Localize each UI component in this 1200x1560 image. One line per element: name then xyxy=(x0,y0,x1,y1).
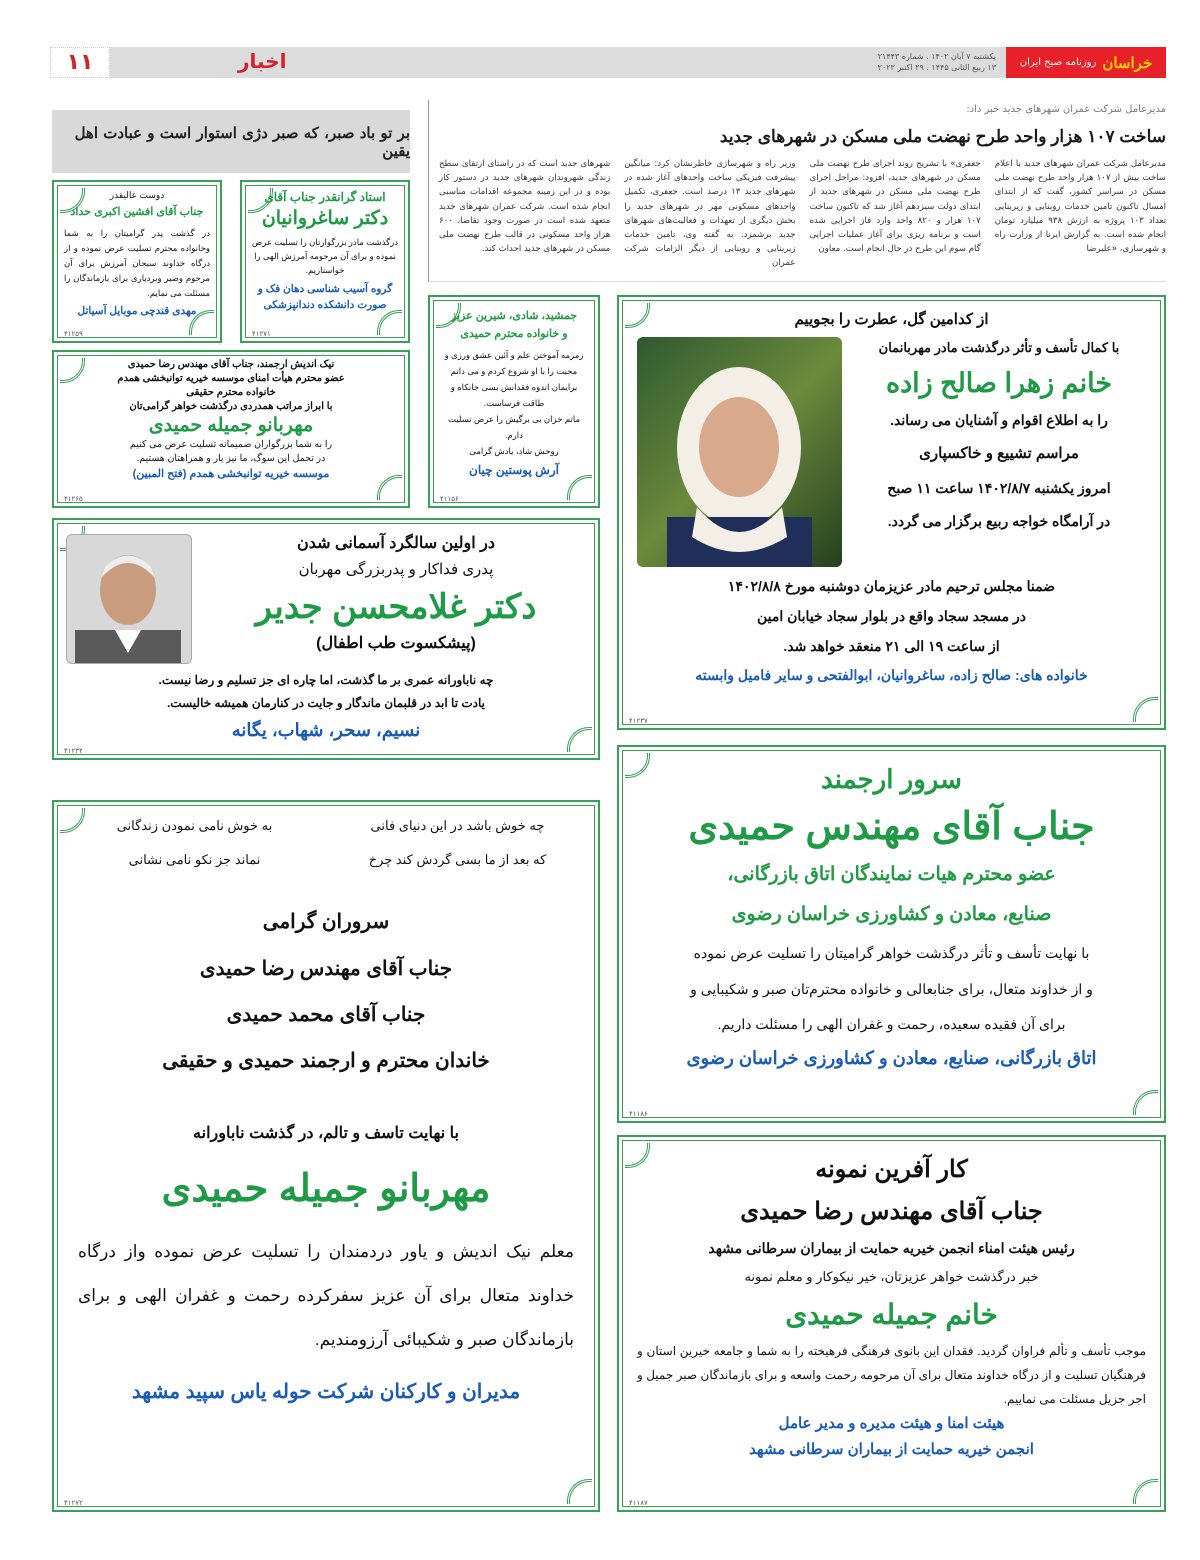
ad-line: رئیس هیئت امناء انجمن خیریه حمایت از بیماران سرطانی مشهد xyxy=(708,1240,1075,1256)
ad-line: خبر درگذشت خواهر عزیزتان، خیر نیکوکار و معلم نمونه xyxy=(744,1269,1039,1284)
portrait-image xyxy=(637,337,842,567)
newspaper-logo xyxy=(1006,47,1166,78)
ad-line: (پیشکسوت طب اطفال) xyxy=(316,635,476,652)
ad-line: جناب آقای محمد حمیدی xyxy=(226,1004,426,1026)
ad-signature: هیئت امنا و هیئت مدیره و مدیر عامل xyxy=(778,1415,1005,1432)
brand-name: خراسان xyxy=(1102,53,1153,72)
ad-line: را به اطلاع اقوام و آشنایان می رساند. xyxy=(890,412,1108,428)
ad-line: با نهایت تاسف و تالم، در گذشت ناباورانه xyxy=(193,1125,459,1142)
ad-line: و خانواده محترم حمیدی xyxy=(460,328,568,340)
page-header xyxy=(50,47,1166,78)
ad-line: یادت تا ابد در قلبمان ماندگار و جایت در کنارمان همیشه خالیست. xyxy=(166,696,486,710)
ad-name: جناب آقای مهندس حمیدی xyxy=(688,806,1095,848)
ad-line: صنایع، معادن و کشاورزی خراسان رضوی xyxy=(731,904,1052,925)
condolence-ad-cancer-charity xyxy=(617,1135,1166,1512)
ad-code: ۴۱۲۷۲ xyxy=(64,1500,83,1507)
ad-name: مهربانو جمیله حمیدی xyxy=(161,1168,491,1210)
ad-line: جمشید، شادی، شیرین عزیز xyxy=(450,310,578,322)
ad-line: امروز یکشنبه ۱۴۰۲/۸/۷ ساعت ۱۱ صبح xyxy=(887,480,1111,496)
ad-line: خانواده محترم حقیقی xyxy=(186,387,276,398)
calligraphy-banner: بر تو باد صبر، که صبر دژی استوار است و عبادت اهل یقین xyxy=(52,110,410,173)
ad-signature: آرش پوستین چیان xyxy=(469,463,559,477)
ad-name: خانم زهرا صالح زاده xyxy=(885,368,1113,398)
article-column: شهرهای جدید است که در راستای ارتقای سطح زندگی شهروندان شهرهای جدید در دستور کار بوده و در این زمینه مجموعه اقدامات مناسبی انجام شده است. شرکت عمران شهرهای جدید متعهد شده است در صورت وجود تقاضا، ۶۰۰ هزار واحد مسکونی در قالب طرح نهضت ملی مسکن در شهرهای جدید احداث کند. xyxy=(439,159,611,255)
ad-code: ۴۱۲۷۱ xyxy=(252,331,271,338)
condolence-ad-yas-sepid xyxy=(52,800,600,1512)
article-kicker: مدیرعامل شرکت عمران شهرهای جدید خبر داد: xyxy=(966,104,1166,115)
article-column: مدیرعامل شرکت عمران شهرهای جدید با اعلام ساخت بیش از ۱۰۷ هزار واحد طرح نهضت ملی مسکن در سراسر کشور، گفت که از ابتدای امسال تاکنون تامین خدمات روبنایی و زیربنایی تعداد ۱۰۳ پروژه به ارزش ۹۳۸ میلیارد تومان انجام شده است. به گزارش ایرنا از وزارت راه و شهرسازی، «علیرضا xyxy=(994,159,1166,255)
ad-signature: مهدی قندچی موبایل آسیاتل xyxy=(77,305,197,317)
ad-code: ۴۱۲۶۵ xyxy=(64,496,83,503)
ad-signature: خانواده های: صالح زاده، ساغروانیان، ابوالفتحی و سایر فامیل وابسته xyxy=(695,667,1088,683)
ad-code: ۴۱۱۵۶ xyxy=(440,496,459,503)
ad-code: ۴۱۱۸۶ xyxy=(629,1111,648,1118)
poem-line: نماند جز نکو نامی نشانی xyxy=(128,852,261,867)
article-column: وزیر راه و شهرسازی خاطرنشان کرد: میانگین پیشرفت فیزیکی ساخت واحدهای آغاز شده در شهرهای جدید ۱۳ درصد است. جعفری، تکمیل واحدهای مسکونی مهر در شهرهای جدید را بخش دیگری از تعهدات و فعالیت‌های شهرهای جدید برشمرد. به گفته وی، تامین خدمات زیربنایی و روبنایی از دیگر الزامات شرکت عمران xyxy=(624,159,796,269)
portrait-image xyxy=(66,535,191,664)
brand-tagline: روزنامه صبح ایران xyxy=(1019,57,1097,68)
ad-line: سرور ارجمند xyxy=(821,764,962,794)
ad-line: برای آن فقیده سعیده، رحمت و غفران الهی را مسئلت داریم. xyxy=(717,1016,1066,1032)
news-article xyxy=(428,100,1166,282)
ad-body: در گذشت پدر گرامیتان را به شما وخانواده محترم تسلیت عرض نموده و از درگاه خداوند سبحان آمرزش برای آن مرحوم وصبر وبردباری برای بازماندگان را مسئلت می نمایم. xyxy=(64,228,210,298)
ad-line: در مسجد سجاد واقع در بلوار سجاد خیابان امین xyxy=(756,608,1027,624)
ad-code: ۴۱۲۳۴ xyxy=(64,748,83,755)
poem-line: چه خوش باشد در این دنیای فانی xyxy=(370,818,545,833)
condolence-ad-chamber-of-commerce xyxy=(617,745,1166,1123)
page-number: ۱۱ xyxy=(50,47,110,78)
ad-line: جناب آقای مهندس رضا حمیدی xyxy=(740,1198,1043,1225)
ad-line: در اولین سالگرد آسمانی شدن xyxy=(297,535,495,552)
ad-line: ضمنا مجلس ترحیم مادر عزیزمان دوشنبه مورخ ۱۴۰۲/۸/۸ xyxy=(727,578,1056,594)
issue-date xyxy=(878,51,996,73)
poem-line: به خوش نامی نمودن زندگانی xyxy=(116,818,273,833)
ad-line: سروران گرامی xyxy=(262,911,390,933)
ad-line: کار آفرین نمونه xyxy=(815,1156,968,1183)
article-headline: ساخت ۱۰۷ هزار واحد طرح نهضت ملی مسکن در شهرهای جدید xyxy=(719,127,1166,146)
ad-code: ۴۱۲۳۷ xyxy=(629,718,648,725)
ad-name: دکتر ساغروانیان xyxy=(261,208,389,229)
ad-signature: موسسه خیریه توانبخشی همدم (فتح المبین) xyxy=(132,468,330,480)
ad-code: ۴۱۱۸۷ xyxy=(629,1500,648,1507)
date-line-1: یکشنبه ۷ آبان ۱۴۰۲ . شماره ۲۱۴۴۳ xyxy=(877,52,996,61)
ad-line: در تحمل این سوگ، ما نیز یار و همراهتان هستیم. xyxy=(136,453,326,464)
portrait-photo xyxy=(66,534,192,664)
poem-line: که بعد از ما بسی گردش کند چرخ xyxy=(368,852,547,867)
ad-line: با کمال تأسف و تأثر درگذشت مادر مهربانمان xyxy=(878,340,1120,355)
date-line-2: ۱۳ ربیع الثانی ۱۴۴۵ . ۲۹ اکتبر ۲۰۲۳ xyxy=(877,63,996,72)
portrait-photo xyxy=(637,337,842,567)
ad-line: در آرامگاه خواجه ربیع برگزار می گردد. xyxy=(887,513,1111,529)
ad-body: درگذشت مادر بزرگوارتان را تسلیت عرض نموده و برای آن مرحومه آمرزش الهی را خواستاریم. xyxy=(251,237,399,275)
ad-line: عضو محترم هیأت امنای موسسه خیریه توانبخشی همدم xyxy=(117,373,345,384)
ad-line: دوست عالیقدر xyxy=(109,190,165,200)
ad-line: نیک اندیش ارجمند، جناب آقای مهندس رضا حمیدی xyxy=(127,359,335,370)
ad-name: دکتر غلامحسن جدیر xyxy=(255,588,537,626)
condolence-ad-saghravanian xyxy=(240,180,410,343)
ad-code: ۴۱۲۵۹ xyxy=(64,331,83,338)
section-title: اخبار xyxy=(238,49,287,73)
poem xyxy=(78,818,574,868)
ad-line: از ساعت ۱۹ الی ۲۱ منعقد خواهد شد. xyxy=(783,638,1000,654)
ad-line: با ابراز مراتب همدردی درگذشت خواهر گرامی‌تان xyxy=(129,401,333,412)
ad-line: استاد گرانقدر جناب آقای xyxy=(264,190,386,204)
ad-line: چه ناباورانه عمری بر ما گذشت، اما چاره ای جز تسلیم و رضا نیست. xyxy=(158,673,494,687)
ad-signature: اتاق بازرگانی، صنایع، معادن و کشاورزی خراسان رضوی xyxy=(686,1048,1097,1068)
ad-line: روحش شاد، یادش گرامی xyxy=(469,446,559,456)
ad-line: خاندان محترم و ارجمند حمیدی و حقیقی xyxy=(162,1050,490,1072)
ad-body: زمزمه آموختن علم و آئین عشق ورزی و محبت را با او شروع کردم و می دانم برایمان اندوه فقدانش بسی جانکاه و طاقت فرساست. xyxy=(444,350,584,408)
ad-line: ماتم خزان بی برگیش را عرض تسلیت دارم. xyxy=(447,414,580,440)
ad-line: از کدامین گل، عطرت را بجوییم xyxy=(794,311,989,328)
ad-line: با نهایت تأسف و تأثر درگذشت خواهر گرامیتان را تسلیت عرض نموده xyxy=(693,945,1090,961)
ad-line: و از خداوند متعال، برای جنابعالی و خانواده محترم‌تان صبر و شکیبایی و xyxy=(690,981,1093,997)
ad-signature: انجمن خیریه حمایت از بیماران سرطانی مشهد xyxy=(749,1441,1034,1458)
ad-body: موجب تأسف و تألم فراوان گردید. فقدان این بانوی فرهنگی فرهیخته را به شما و جامعه خیرین استان و فرهنگیان تسلیت و از درگاه خداوند متعال برای آن مرحومه رحمت واسعه و برای بازماندگان صبر جمیل و اجر جزیل مسئلت می نماییم. xyxy=(637,1344,1146,1406)
ad-name: خانم جمیله حمیدی xyxy=(785,1299,998,1330)
ad-body: معلم نیک اندیش و یاور دردمندان را تسلیت عرض نموده واز درگاه خداوند متعال برای آن عزیز سفرکرده رحمت و غفران الهی و برای بازماندگان صبر و شکیبائی آرزومندیم. xyxy=(78,1242,574,1349)
ad-name: مهربانو جمیله حمیدی xyxy=(148,415,314,436)
ad-signature: گروه آسیب شناسی دهان فک و صورت دانشکده دندانپزشکی xyxy=(257,283,393,311)
ad-signature: نسیم، سحر، شهاب، یگانه xyxy=(231,720,421,740)
ad-line: جناب آقای مهندس رضا حمیدی xyxy=(199,958,453,980)
memorial-ad-jadir xyxy=(52,518,600,760)
ad-line: مراسم تشییع و خاکسپاری xyxy=(919,445,1079,462)
ad-name: جناب آقای افشین اکبری حداد xyxy=(70,206,204,218)
ad-line: پدری فداکار و پدربزرگی مهربان xyxy=(298,561,494,578)
ad-line: را به شما بزرگواران صمیمانه تسلیت عرض می کنیم xyxy=(129,439,333,450)
condolence-ad-jamshid xyxy=(428,295,600,508)
condolence-ad-saleh-zadeh xyxy=(617,295,1166,730)
condolence-ad-haddad xyxy=(52,180,222,343)
ad-signature: مدیران و کارکنان شرکت حوله یاس سپید مشهد xyxy=(131,1381,521,1403)
condolence-ad-hamdam xyxy=(52,350,410,508)
ad-line: عضو محترم هیات نمایندگان اتاق بازرگانی، xyxy=(727,864,1056,885)
article-column: جعفری» با تشریح روند اجرای طرح نهضت ملی مسکن در شهرهای جدید، افزود: مراحل اجرای طرح نهضت ملی مسکن در شهرهای جدید از ابتدای دولت سیزدهم آغاز شد که تاکنون ساخت ۱۰۷ هزار و ۸۲۰ واحد وارد فاز اجرایی شده است و برنامه ریزی برای آغاز عملیات اجرایی گام سوم این طرح در حال انجام است. معاون xyxy=(809,159,981,255)
